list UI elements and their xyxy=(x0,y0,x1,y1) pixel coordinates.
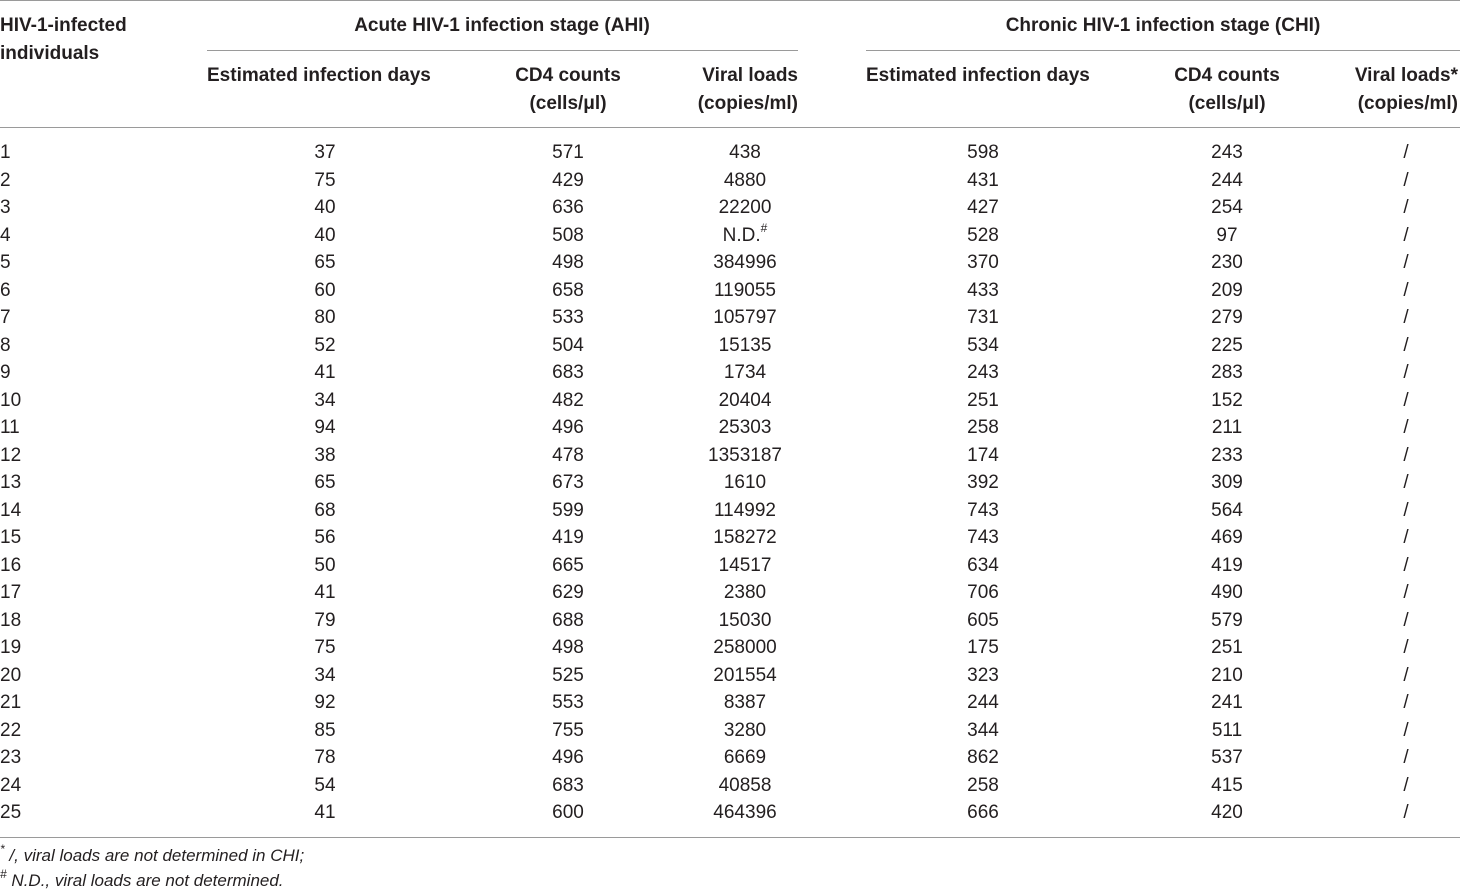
cell-individual: 5 xyxy=(0,252,11,273)
cell-chi-viral-load: / xyxy=(1403,499,1409,521)
cell-ahi-days: 60 xyxy=(314,279,336,301)
cell-ahi-cd4: 571 xyxy=(552,142,584,163)
cell-chi-cd4: 243 xyxy=(1211,142,1243,163)
cell-ahi-days: 52 xyxy=(314,334,336,356)
cell-ahi-days: 37 xyxy=(314,142,336,163)
cell-individual: 25 xyxy=(0,802,22,823)
header-ahi-cd4 xyxy=(488,62,648,118)
cell-chi-cd4: 490 xyxy=(1211,582,1243,603)
cell-ahi-viral-load: 4880 xyxy=(723,169,767,191)
cell-ahi-cd4: 553 xyxy=(552,692,584,713)
cell-individual: 8 xyxy=(0,334,11,356)
cell-ahi-cd4: 600 xyxy=(552,802,584,823)
cell-ahi-cd4: 478 xyxy=(552,444,584,466)
cell-chi-cd4: 511 xyxy=(1211,719,1243,741)
cell-individual: 12 xyxy=(0,444,22,466)
cell-ahi-cd4: 629 xyxy=(552,582,584,603)
header-individuals-line2: individuals xyxy=(0,43,100,64)
cell-chi-days: 243 xyxy=(967,362,999,383)
cell-individual: 1 xyxy=(0,142,11,163)
cell-chi-days: 174 xyxy=(967,444,999,466)
cell-individual: 20 xyxy=(0,664,22,686)
cell-individual: 14 xyxy=(0,499,22,521)
cell-chi-days: 534 xyxy=(967,334,999,356)
header-chi-vl xyxy=(1300,62,1458,118)
cell-ahi-days: 92 xyxy=(314,692,336,713)
cell-ahi-viral-load: 105797 xyxy=(713,307,777,328)
cell-ahi-days: 40 xyxy=(314,197,336,218)
header-chi-vl-line2: (copies/ml) xyxy=(1357,93,1458,114)
cell-chi-viral-load: / xyxy=(1403,417,1409,438)
cell-chi-cd4: 537 xyxy=(1211,747,1243,768)
cell-ahi-days: 41 xyxy=(314,362,336,383)
header-group-ahi: Acute HIV-1 infection stage (AHI) xyxy=(354,15,650,36)
cell-ahi-cd4: 482 xyxy=(552,389,584,411)
cell-chi-days: 244 xyxy=(967,692,999,713)
header-chi-cd4-line2: (cells/μl) xyxy=(1188,93,1266,114)
header-ahi-vl xyxy=(648,62,798,118)
cell-chi-viral-load: / xyxy=(1403,389,1409,411)
cell-individual: 16 xyxy=(0,554,22,576)
cell-chi-cd4: 97 xyxy=(1216,224,1238,246)
cell-chi-viral-load: / xyxy=(1403,444,1409,466)
header-ahi-days: Estimated infection days xyxy=(207,65,431,86)
cell-ahi-viral-load: 22200 xyxy=(718,197,772,218)
footnote-star-mark: * xyxy=(0,842,5,857)
cell-chi-viral-load: / xyxy=(1403,362,1409,383)
footnote-star xyxy=(0,842,305,867)
cell-individual: 22 xyxy=(0,719,22,741)
cell-chi-cd4: 225 xyxy=(1211,334,1243,356)
cell-ahi-cd4: 533 xyxy=(552,307,584,328)
cell-individual: 10 xyxy=(0,389,22,411)
cell-ahi-cd4: 508 xyxy=(552,224,584,246)
cell-individual: 11 xyxy=(0,417,20,438)
cell-individual: 2 xyxy=(0,169,11,191)
cell-chi-viral-load: / xyxy=(1403,692,1409,713)
cell-ahi-days: 65 xyxy=(314,252,336,273)
cell-chi-days: 175 xyxy=(967,637,999,658)
cell-chi-days: 251 xyxy=(967,389,999,411)
footnote-star-text: /, viral loads are not determined in CHI; xyxy=(4,846,305,865)
cell-chi-cd4: 564 xyxy=(1211,499,1243,521)
cell-individual: 3 xyxy=(0,197,11,218)
cell-chi-days: 706 xyxy=(967,582,999,603)
cell-chi-cd4: 209 xyxy=(1211,279,1243,301)
cell-chi-cd4: 579 xyxy=(1211,609,1243,631)
cell-individual: 23 xyxy=(0,747,22,768)
cell-individual: 19 xyxy=(0,637,22,658)
cell-chi-cd4: 415 xyxy=(1211,774,1243,796)
cell-ahi-days: 40 xyxy=(314,224,336,246)
cell-ahi-viral-load: 20404 xyxy=(718,389,772,411)
cell-chi-days: 258 xyxy=(967,417,999,438)
cell-individual: 6 xyxy=(0,279,11,301)
cell-ahi-cd4: 599 xyxy=(552,499,584,521)
cell-ahi-days: 75 xyxy=(314,637,336,658)
cell-ahi-viral-load: 40858 xyxy=(718,774,772,796)
cell-chi-viral-load: / xyxy=(1403,554,1409,576)
header-individuals-line1: HIV-1-infected xyxy=(0,15,127,36)
cell-chi-cd4: 420 xyxy=(1211,802,1243,823)
cell-chi-cd4: 210 xyxy=(1211,664,1243,686)
cell-ahi-days: 50 xyxy=(314,554,336,576)
cell-ahi-cd4: 496 xyxy=(552,747,584,768)
cell-chi-cd4: 419 xyxy=(1211,554,1243,576)
cell-ahi-days: 78 xyxy=(314,747,336,768)
cell-chi-cd4: 244 xyxy=(1211,169,1243,191)
footnote-hash-text: N.D., viral loads are not determined. xyxy=(6,871,284,890)
cell-ahi-days: 41 xyxy=(314,582,336,603)
cell-ahi-viral-load: 1353187 xyxy=(708,444,782,466)
cell-individual: 18 xyxy=(0,609,22,631)
cell-chi-cd4: 152 xyxy=(1211,389,1243,411)
cell-individual: 24 xyxy=(0,774,22,796)
cell-ahi-days: 80 xyxy=(314,307,336,328)
cell-chi-viral-load: / xyxy=(1403,582,1409,603)
cell-ahi-viral-load: 158272 xyxy=(713,527,777,548)
cell-chi-cd4: 241 xyxy=(1211,692,1243,713)
cell-chi-viral-load: / xyxy=(1403,142,1409,163)
cell-ahi-days: 34 xyxy=(314,664,336,686)
cell-ahi-viral-load: 2380 xyxy=(723,582,767,603)
cell-ahi-cd4: 755 xyxy=(552,719,584,741)
cell-ahi-viral-load: 15135 xyxy=(718,334,772,356)
cell-chi-cd4: 309 xyxy=(1211,472,1243,493)
cell-chi-viral-load: / xyxy=(1403,279,1409,301)
cell-individual: 4 xyxy=(0,224,11,246)
cell-ahi-viral-load: N.D.# xyxy=(722,221,768,246)
cell-ahi-days: 75 xyxy=(314,169,336,191)
cell-chi-cd4: 469 xyxy=(1211,527,1243,548)
cell-individual: 9 xyxy=(0,362,11,383)
cell-chi-viral-load: / xyxy=(1403,169,1409,191)
cell-ahi-cd4: 665 xyxy=(552,554,584,576)
cell-chi-viral-load: / xyxy=(1403,802,1409,823)
cell-ahi-cd4: 419 xyxy=(552,527,584,548)
cell-ahi-days: 56 xyxy=(314,527,336,548)
cell-ahi-days: 41 xyxy=(314,802,336,823)
header-bottom-rule xyxy=(0,127,1460,128)
cell-chi-days: 598 xyxy=(967,142,999,163)
header-chi-days: Estimated infection days xyxy=(866,65,1090,86)
cell-chi-days: 862 xyxy=(967,747,999,768)
cell-ahi-viral-load: 1610 xyxy=(723,472,767,493)
cell-chi-viral-load: / xyxy=(1403,472,1409,493)
cell-chi-days: 258 xyxy=(967,774,999,796)
cell-ahi-viral-load: 119055 xyxy=(714,279,776,301)
cell-chi-viral-load: / xyxy=(1403,719,1409,741)
cell-ahi-viral-load: 15030 xyxy=(718,609,772,631)
cell-ahi-cd4: 636 xyxy=(552,197,584,218)
cell-chi-days: 605 xyxy=(967,609,999,631)
cell-chi-viral-load: / xyxy=(1403,197,1409,218)
cell-chi-days: 528 xyxy=(967,224,999,246)
cell-ahi-viral-load: 1734 xyxy=(723,362,767,383)
cell-chi-viral-load: / xyxy=(1403,747,1409,768)
cell-chi-viral-load: / xyxy=(1403,527,1409,548)
cell-chi-viral-load: / xyxy=(1403,334,1409,356)
cell-ahi-days: 94 xyxy=(314,417,336,438)
cell-chi-viral-load: / xyxy=(1403,637,1409,658)
header-ahi-vl-line1: Viral loads xyxy=(702,65,798,86)
cell-chi-viral-load: / xyxy=(1403,307,1409,328)
cell-ahi-cd4: 683 xyxy=(552,362,584,383)
footnote-hash xyxy=(0,867,284,892)
cell-chi-cd4: 254 xyxy=(1211,197,1243,218)
table-bottom-rule xyxy=(0,837,1460,838)
ahi-group-rule xyxy=(207,50,798,51)
cell-ahi-viral-load: 384996 xyxy=(713,252,777,273)
cell-chi-days: 433 xyxy=(967,279,999,301)
cell-ahi-viral-load: 114992 xyxy=(714,499,776,521)
cell-chi-viral-load: / xyxy=(1403,224,1409,246)
cell-chi-days: 743 xyxy=(967,499,999,521)
cell-chi-viral-load: / xyxy=(1403,609,1409,631)
header-ahi-cd4-line1: CD4 counts xyxy=(515,65,621,86)
cell-ahi-cd4: 673 xyxy=(552,472,584,493)
cell-ahi-viral-load: 14517 xyxy=(718,554,772,576)
cell-individual: 21 xyxy=(0,692,22,713)
cell-ahi-viral-load: 464396 xyxy=(713,802,777,823)
cell-chi-days: 634 xyxy=(967,554,999,576)
cell-ahi-cd4: 429 xyxy=(552,169,584,191)
cell-ahi-viral-load: 258000 xyxy=(713,637,777,658)
cell-ahi-cd4: 658 xyxy=(552,279,584,301)
cell-ahi-cd4: 688 xyxy=(552,609,584,631)
cell-chi-cd4: 283 xyxy=(1211,362,1243,383)
cell-ahi-cd4: 496 xyxy=(552,417,584,438)
cell-ahi-viral-load: 6669 xyxy=(723,747,767,768)
cell-ahi-viral-load: 3280 xyxy=(723,719,767,741)
cell-chi-viral-load: / xyxy=(1403,664,1409,686)
cell-chi-days: 323 xyxy=(967,664,999,686)
cell-ahi-days: 68 xyxy=(314,499,336,521)
cell-individual: 15 xyxy=(0,527,22,548)
header-chi-cd4-line1: CD4 counts xyxy=(1174,65,1280,86)
cell-chi-days: 392 xyxy=(967,472,999,493)
cell-chi-cd4: 230 xyxy=(1211,252,1243,273)
cell-ahi-viral-load: 25303 xyxy=(718,417,772,438)
cell-chi-days: 731 xyxy=(967,307,999,328)
cell-chi-cd4: 233 xyxy=(1211,444,1243,466)
cell-ahi-days: 79 xyxy=(314,609,336,631)
header-group-chi: Chronic HIV-1 infection stage (CHI) xyxy=(1005,15,1321,36)
chi-group-rule xyxy=(866,50,1460,51)
cell-ahi-cd4: 504 xyxy=(552,334,584,356)
cell-ahi-days: 54 xyxy=(314,774,336,796)
cell-ahi-cd4: 525 xyxy=(552,664,584,686)
header-chi-cd4 xyxy=(1147,62,1307,118)
header-chi-vl-line1: Viral loads* xyxy=(1354,65,1458,86)
cell-chi-days: 344 xyxy=(967,719,999,741)
footnote-mark: # xyxy=(760,221,768,236)
cell-individual: 17 xyxy=(0,582,22,603)
header-ahi-vl-line2: (copies/ml) xyxy=(697,93,798,114)
cell-ahi-days: 34 xyxy=(314,389,336,411)
cell-ahi-cd4: 498 xyxy=(552,637,584,658)
cell-chi-days: 427 xyxy=(967,197,999,218)
table-top-rule xyxy=(0,0,1460,1)
cell-ahi-days: 65 xyxy=(314,472,336,493)
cell-ahi-cd4: 683 xyxy=(552,774,584,796)
cell-individual: 7 xyxy=(0,307,11,328)
cell-chi-days: 370 xyxy=(967,252,999,273)
cell-chi-viral-load: / xyxy=(1403,252,1409,273)
header-ahi-cd4-line2: (cells/μl) xyxy=(529,93,607,114)
cell-ahi-cd4: 498 xyxy=(552,252,584,273)
cell-chi-cd4: 211 xyxy=(1211,417,1243,438)
cell-chi-days: 431 xyxy=(967,169,999,191)
cell-chi-cd4: 279 xyxy=(1211,307,1243,328)
cell-chi-viral-load: / xyxy=(1403,774,1409,796)
footnote-hash-mark: # xyxy=(0,867,7,882)
cell-ahi-days: 85 xyxy=(314,719,336,741)
cell-chi-days: 743 xyxy=(967,527,999,548)
cell-ahi-viral-load: 201554 xyxy=(713,664,777,686)
header-individuals xyxy=(0,12,180,68)
cell-individual: 13 xyxy=(0,472,22,493)
cell-chi-cd4: 251 xyxy=(1211,637,1243,658)
cell-ahi-viral-load: 438 xyxy=(729,142,761,163)
cell-chi-days: 666 xyxy=(967,802,999,823)
cell-ahi-viral-load: 8387 xyxy=(723,692,767,713)
cell-ahi-days: 38 xyxy=(314,444,336,466)
